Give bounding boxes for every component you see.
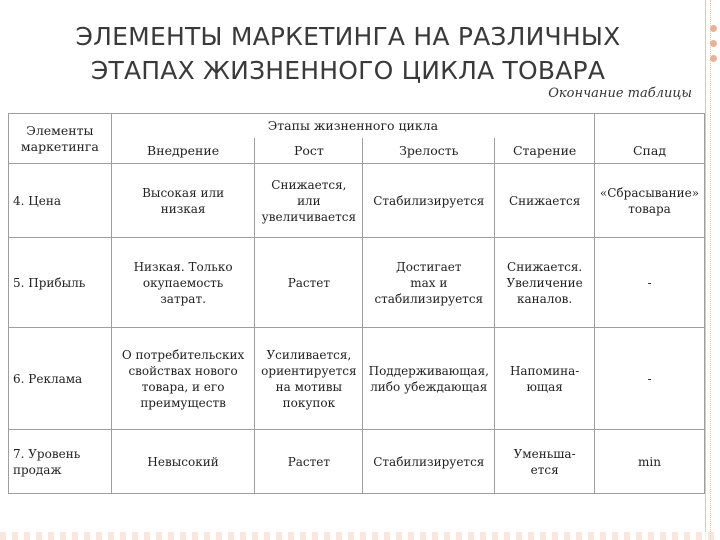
cell-line: окупаемость [142, 275, 224, 290]
row-label: 5. Прибыль [9, 238, 112, 328]
cell-line: Снижается. [507, 259, 583, 274]
cell-line: ориентируется [261, 363, 357, 378]
title-line-1: ЭЛЕМЕНТЫ МАРКЕТИНГА НА РАЗЛИЧНЫХ [75, 22, 621, 51]
corner-header-cell [9, 114, 112, 164]
cell-line: Стабилизируется [373, 193, 485, 208]
stages-group-header: Этапы жизненного цикла [111, 114, 594, 139]
table-cell [363, 164, 495, 238]
cell-line: Растет [287, 275, 331, 290]
table-header-row [9, 138, 705, 164]
cell-line: товара [628, 201, 671, 216]
cell-line: увеличивается [261, 209, 357, 224]
table-cell [495, 238, 595, 328]
row-label: 6. Реклама [9, 328, 112, 430]
cell-line: - [647, 371, 652, 386]
table-header-row [9, 114, 705, 139]
empty-header-cell [595, 114, 705, 139]
row-label-line: продаж [13, 462, 62, 477]
table-cell [495, 430, 595, 494]
cell-line: ется [530, 462, 559, 477]
title-line-2: ЭТАПАХ ЖИЗНЕННОГО ЦИКЛА ТОВАРА [90, 56, 606, 85]
decorative-border-right [705, 0, 720, 540]
table-cell [495, 328, 595, 430]
cell-line: min [638, 454, 661, 469]
cell-line: Уменьша- [513, 446, 576, 461]
cell-line: Низкая. Только [133, 259, 233, 274]
row-label [9, 430, 112, 494]
table-cell [111, 164, 255, 238]
cell-line: «Сбрасывание» [599, 185, 700, 200]
cell-line: - [647, 275, 652, 290]
table-cell [111, 328, 255, 430]
decorative-dot [710, 25, 717, 32]
cell-line: на мотивы [275, 379, 343, 394]
cell-line: Высокая или [142, 185, 225, 200]
table-cell [595, 430, 705, 494]
corner-header-line: маркетинга [20, 138, 99, 154]
cell-line: О потребительских [121, 347, 245, 362]
cell-line: Достигает [396, 259, 462, 274]
page-title [28, 20, 668, 88]
table-row [9, 164, 705, 238]
cell-line: Снижается [508, 193, 581, 208]
cell-line: либо убеждающая [370, 379, 488, 394]
table-cell [255, 430, 363, 494]
stage-header: Внедрение [111, 138, 255, 164]
cell-line: товара, и его [141, 379, 225, 394]
table-caption: Окончание таблицы [548, 86, 692, 101]
cell-line: Невысокий [147, 454, 219, 469]
table-cell [111, 430, 255, 494]
table-row [9, 328, 705, 430]
table-cell [595, 238, 705, 328]
table-cell [595, 328, 705, 430]
corner-header-line: Элементы [26, 122, 94, 138]
cell-line: max и [410, 275, 448, 290]
table-cell [255, 328, 363, 430]
cell-line: Растет [287, 454, 331, 469]
stage-header: Рост [255, 138, 363, 164]
decorative-dot [710, 40, 717, 47]
table-cell [495, 164, 595, 238]
table-cell [595, 164, 705, 238]
row-label: 4. Цена [9, 164, 112, 238]
cell-line: преимуществ [140, 395, 226, 410]
cell-line: Стабилизируется [373, 454, 485, 469]
cell-line: стабилизируется [374, 291, 484, 306]
table-cell [363, 238, 495, 328]
stage-header: Старение [495, 138, 595, 164]
marketing-elements-table [8, 113, 705, 494]
row-label-line: 7. Уровень [13, 446, 81, 461]
stage-header: Спад [595, 138, 705, 164]
table-row [9, 430, 705, 494]
decorative-dot [710, 55, 717, 62]
cell-line: затрат. [160, 291, 206, 306]
stage-header: Зрелость [363, 138, 495, 164]
table-cell [363, 430, 495, 494]
cell-line: каналов. [517, 291, 573, 306]
cell-line: Увеличение [506, 275, 583, 290]
table-cell [255, 238, 363, 328]
cell-line: Усиливается, [266, 347, 352, 362]
decorative-border-bottom [0, 532, 720, 540]
table-row [9, 238, 705, 328]
table-cell [363, 328, 495, 430]
table-cell [111, 238, 255, 328]
table-cell [255, 164, 363, 238]
cell-line: покупок [282, 395, 336, 410]
cell-line: Поддерживающая, [368, 363, 489, 378]
cell-line: или [297, 193, 321, 208]
cell-line: низкая [160, 201, 206, 216]
cell-line: Напомина- [509, 363, 580, 378]
cell-line: свойствах нового [128, 363, 238, 378]
cell-line: ющая [526, 379, 563, 394]
cell-line: Снижается, [271, 177, 347, 192]
